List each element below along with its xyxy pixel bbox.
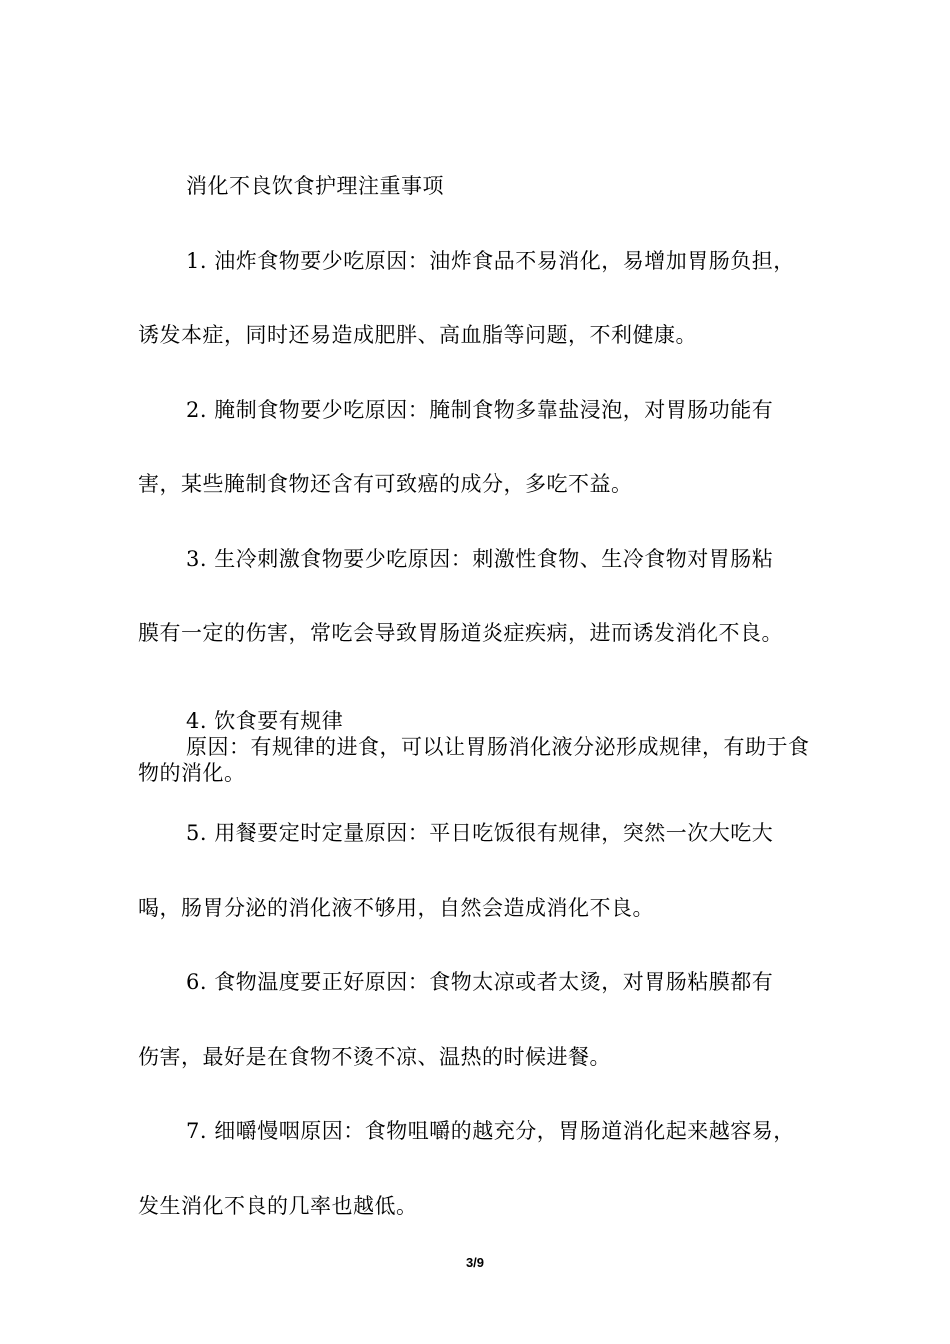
page-title: 消化不良饮食护理注重事项 [186, 174, 444, 198]
item-1-line-2: 诱发本症，同时还易造成肥胖、高血脂等问题，不利健康。 [138, 323, 697, 347]
item-2-line-1: 2. 腌制食物要少吃原因：腌制食物多靠盐浸泡，对胃肠功能有 [186, 398, 774, 422]
item-1-line-1: 1. 油炸食物要少吃原因：油炸食品不易消化，易增加胃肠负担， [186, 249, 795, 273]
item-3-line-1: 3. 生冷刺激食物要少吃原因：刺激性食物、生冷食物对胃肠粘 [186, 547, 774, 571]
item-6-line-2: 伤害，最好是在食物不烫不凉、温热的时候进餐。 [138, 1045, 611, 1069]
item-7-line-1: 7. 细嚼慢咽原因：食物咀嚼的越充分，胃肠道消化起来越容易， [186, 1119, 795, 1143]
page-number: 3/9 [465, 1255, 485, 1270]
item-3-line-2: 膜有一定的伤害，常吃会导致胃肠道炎症疾病，进而诱发消化不良。 [138, 621, 783, 645]
item-5-line-2: 喝，肠胃分泌的消化液不够用，自然会造成消化不良。 [138, 896, 654, 920]
item-5-line-1: 5. 用餐要定时定量原因：平日吃饭很有规律，突然一次大吃大 [186, 821, 774, 845]
item-2-line-2: 害，某些腌制食物还含有可致癌的成分，多吃不益。 [138, 472, 633, 496]
item-6-line-1: 6. 食物温度要正好原因：食物太凉或者太烫，对胃肠粘膜都有 [186, 970, 774, 994]
item-7-line-2: 发生消化不良的几率也越低。 [138, 1194, 418, 1218]
item-4-heading: 4. 饮食要有规律 [186, 709, 344, 733]
item-4-reason: 原因：有规律的进食，可以让胃肠消化液分泌形成规律，有助于食物的消化。 [138, 735, 810, 785]
